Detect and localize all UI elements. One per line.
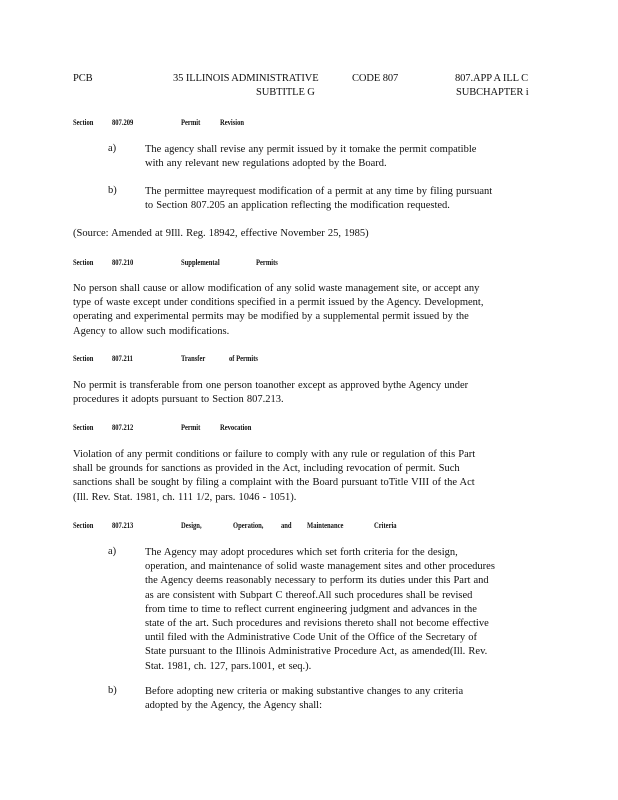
paragraph [145,185,535,213]
text-line: operating and experimental permits may be modified by a supplemental permit issued by the [73,311,469,323]
section-number: 807.212 [112,423,134,432]
text-line: operation, and maintenance of solid waste management sites and other procedures [145,561,495,573]
source-note [73,227,369,241]
section-label: Section [73,423,94,432]
text-line: The Agency may adopt procedures which set forth criteria for the design, [145,547,458,558]
section-title-word: Criteria [374,521,397,530]
text-line: The agency shall revise any permit issued by it tomake the permit compatible [145,144,477,155]
text-line: from time to time to reflect current engineering judgment and advances in the [145,603,477,615]
text-line: shall be grounds for sanctions as provided in the Act, including revocation of permit. Such [73,463,460,475]
item-label: b) [108,185,117,196]
section-title-word: of Permits [229,354,258,363]
item-label: b) [108,685,117,696]
text-line: No permit is transferable from one person toanother except as approved bythe Agency under [73,380,469,391]
text-line: sanctions shall be sought by filing a complaint with the Board pursuant toTitle VIII of the Act [73,477,475,489]
text-line: to Section 807.205 an application reflecting the modification requested. [145,200,450,212]
text-line: state of the art. Such procedures and revisions thereto shall not become effective [145,618,489,630]
header-code: CODE 807 [352,73,399,84]
section-title-word: Revocation [220,423,252,432]
section-title-word: Operation, [233,521,264,530]
section-number: 807.209 [112,118,134,127]
text-line: No person shall cause or allow modification of any solid waste management site, or accept any [73,283,480,294]
section-title-word: Design, [181,521,202,530]
section-title-word: Transfer [181,354,206,363]
paragraph [73,379,468,407]
text-line: Agency to allow such modifications. [73,325,230,337]
paragraph [145,685,463,713]
text-line: as are consistent with Subpart C thereof.All such procedures shall be revised [145,589,473,601]
header-subtitle: SUBTITLE G [256,87,315,98]
section-title-word: Revision [220,118,245,127]
section-title-word: and [281,521,292,530]
section-title-word: Permits [256,258,278,267]
text-line: Before adopting new criteria or making substantive changes to any criteria [145,686,464,697]
section-number: 807.210 [112,258,134,267]
section-title-word: Permit [181,423,201,432]
text-line: until filed with the Administrative Code Unit of the Office of the Secretary of [145,632,478,644]
paragraph [73,282,483,339]
section-title-word: Supplemental [181,258,220,267]
text-line: Violation of any permit conditions or failure to comply with any rule or regulation of this Part [73,449,476,460]
text-line: (Ill. Rev. Stat. 1981, ch. 111 1/2, pars. 1046 - 1051). [73,491,297,503]
header-title: 35 ILLINOIS ADMINISTRATIVE [173,73,319,84]
header-right: 807.APP A ILL C [455,73,528,84]
section-label: Section [73,521,94,530]
header-left: PCB [73,73,93,84]
text-line: State pursuant to the Illinois Administrative Procedure Act, as amended(Ill. Rev. [145,646,488,658]
section-label: Section [73,118,94,127]
item-label: a) [108,546,117,557]
paragraph [73,448,475,505]
text-line: the Agency deems reasonably necessary to perform its duties under this Part and [145,575,489,587]
text-line: The permittee mayrequest modification of a permit at any time by filing pursuant [145,186,493,197]
text-line: (Source: Amended at 9Ill. Reg. 18942, effective November 25, 1985) [73,228,369,239]
section-number: 807.213 [112,521,134,530]
item-label: a) [108,143,117,154]
text-line: Stat. 1981, ch. 127, pars.1001, et seq.). [145,660,312,672]
text-line: procedures it adopts pursuant to Section 807.213. [73,394,284,406]
section-label: Section [73,258,94,267]
text-line: type of waste except under conditions specified in a permit issued by the Agency. Development, [73,297,484,309]
paragraph [145,143,510,171]
section-number: 807.211 [112,354,133,363]
text-line: with any relevant new regulations adopted by the Board. [145,158,387,170]
text-line: adopted by the Agency, the Agency shall: [145,700,322,712]
section-title-word: Permit [181,118,201,127]
section-label: Section [73,354,94,363]
section-title-word: Maintenance [307,521,344,530]
header-subchapter: SUBCHAPTER i [456,87,529,98]
paragraph [145,546,495,674]
